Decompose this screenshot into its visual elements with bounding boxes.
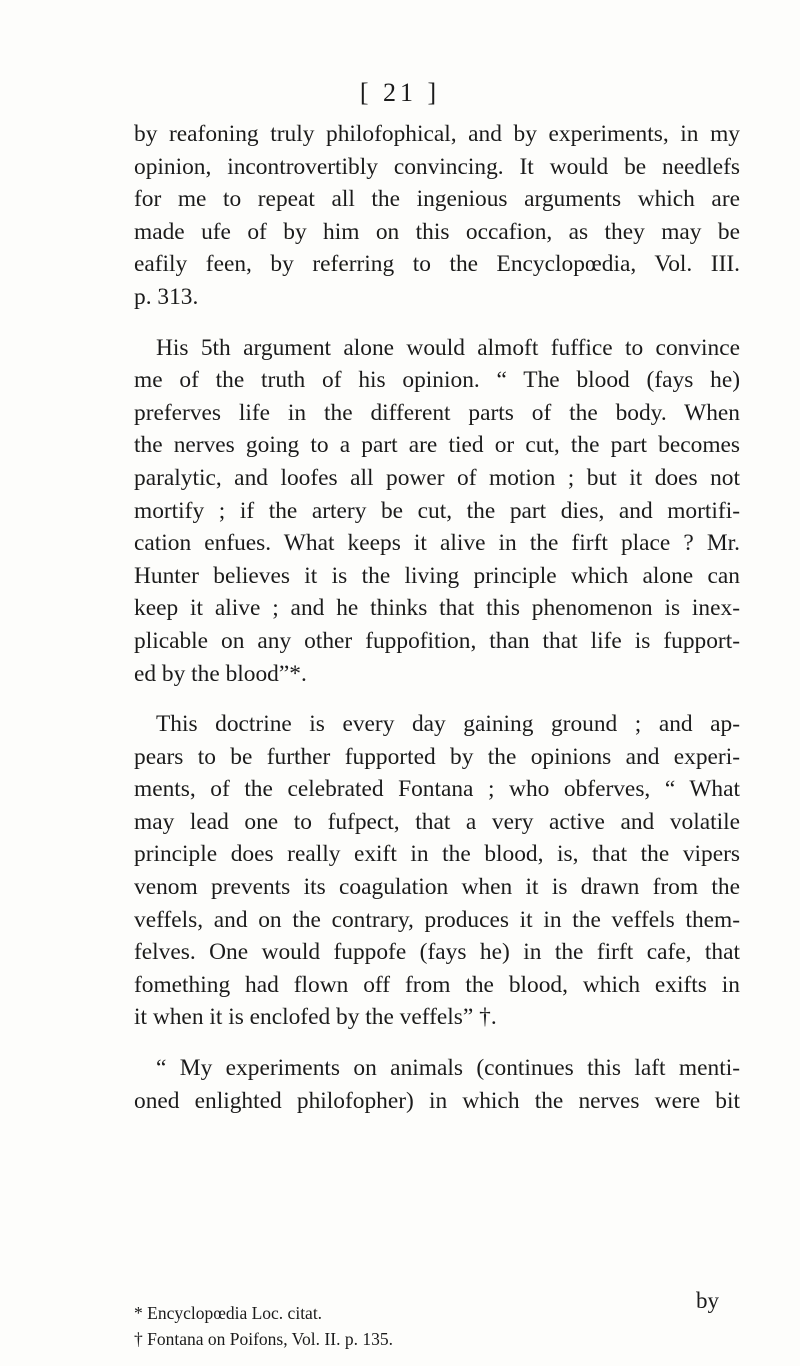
text-line: ments, of the celebrated Fontana ; who obferves, “ What <box>134 776 740 803</box>
text-line: plicable on any other fuppofition, than that life is fupport- <box>134 627 740 654</box>
text-line: made ufe of by him on this occafion, as they may be <box>134 218 740 245</box>
text-line: preferves life in the different parts of the body. When <box>134 399 740 426</box>
paragraph-4 <box>134 1052 740 1117</box>
text-line: oned enlighted philofopher) in which the nerves were bit <box>134 1087 740 1114</box>
text-line: mortify ; if the artery be cut, the part dies, and mortifi- <box>134 497 740 524</box>
text-line: veffels, and on the contrary, produces it in the veffels them- <box>134 906 740 933</box>
text-line: cation enfues. What keeps it alive in the firft place ? Mr. <box>134 530 740 557</box>
text-line: “ My experiments on animals (continues this laft menti- <box>156 1055 740 1082</box>
text-line: paralytic, and loofes all power of motion ; but it does not <box>134 464 740 491</box>
paragraph-3 <box>134 708 740 1034</box>
text-line: the nerves going to a part are tied or cut, the part becomes <box>134 432 740 459</box>
text-line: eafily feen, by referring to the Encyclopœdia, Vol. III. <box>134 251 740 278</box>
paragraph-1 <box>134 118 740 314</box>
text-line: His 5th argument alone would almoft fuffice to convince <box>156 334 740 361</box>
text-line: principle does really exift in the blood, is, that the vipers <box>134 841 740 868</box>
footnote: * Encyclopœdia Loc. citat. <box>134 1303 323 1323</box>
text-line: me of the truth of his opinion. “ The blood (fays he) <box>134 367 740 394</box>
text-line: opinion, incontrovertibly convincing. It would be needlefs <box>134 153 740 180</box>
text-line: pears to be further fupported by the opinions and experi- <box>134 743 740 770</box>
page-header: [ 21 ] <box>359 78 441 107</box>
text-line: This doctrine is every day gaining ground ; and ap- <box>156 711 740 738</box>
text-line: felves. One would fuppofe (fays he) in the firft cafe, that <box>134 939 740 966</box>
text-line: p. 313. <box>134 283 199 310</box>
text-line: keep it alive ; and he thinks that this phenomenon is inex- <box>134 595 740 622</box>
text-line: Hunter believes it is the living principle which alone can <box>134 562 740 589</box>
catchword: by <box>696 1288 719 1313</box>
footnote: † Fontana on Poifons, Vol. II. p. 135. <box>134 1329 393 1349</box>
text-line: ed by the blood”*. <box>134 660 307 687</box>
text-line: may lead one to fufpect, that a very active and volatile <box>134 808 740 835</box>
body-text <box>134 118 740 1135</box>
text-line: fomething had flown off from the blood, which exifts in <box>134 971 740 998</box>
text-line: it when it is enclofed by the veffels” †. <box>134 1004 497 1031</box>
text-line: venom prevents its coagulation when it is drawn from the <box>134 874 740 901</box>
paragraph-2 <box>134 332 740 691</box>
footnotes <box>134 1300 393 1352</box>
text-line: for me to repeat all the ingenious arguments which are <box>134 186 740 213</box>
text-line: by reafoning truly philofophical, and by experiments, in my <box>134 121 740 147</box>
